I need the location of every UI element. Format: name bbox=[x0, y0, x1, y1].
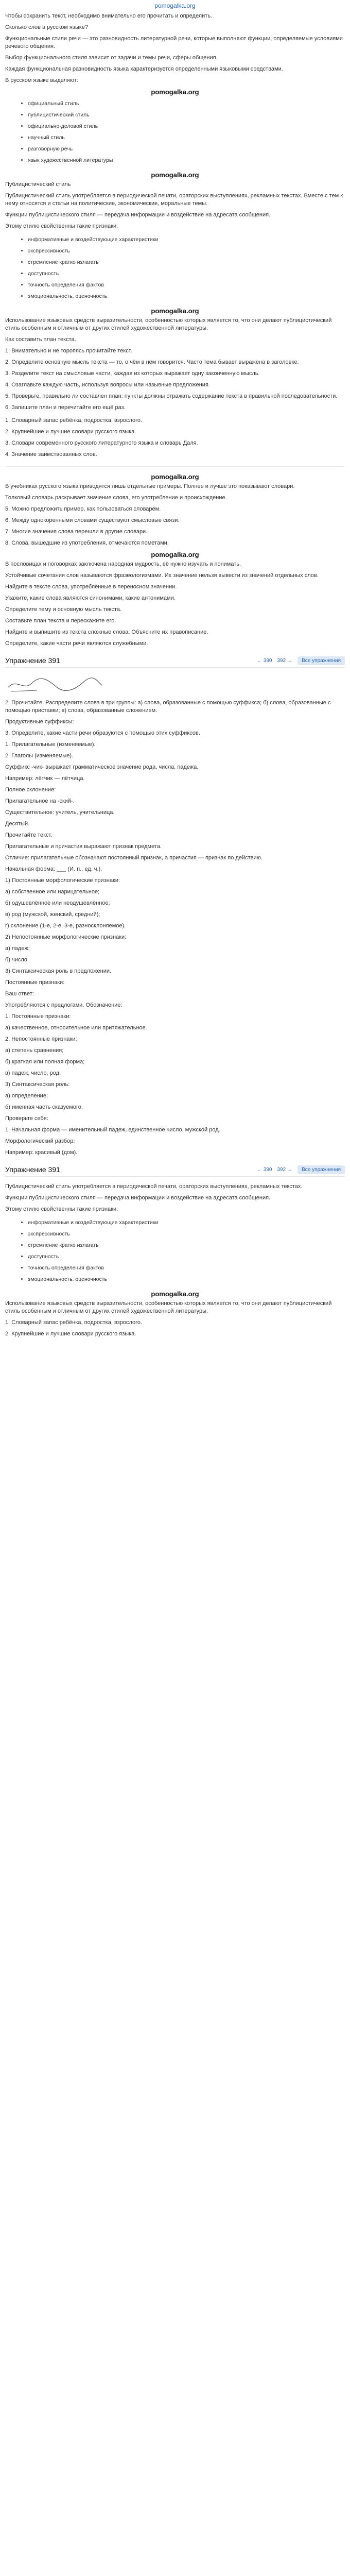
text-paragraph: 2. Глаголы (изменяемые). bbox=[5, 753, 74, 759]
all-exercises-button[interactable]: Все упражнения bbox=[297, 1165, 345, 1174]
list-item: • эмоциональность, оценочность bbox=[28, 291, 345, 302]
list-item: • публицистический стиль bbox=[28, 109, 345, 121]
handwritten-note-image bbox=[6, 676, 104, 693]
text-paragraph: 1. Словарный запас ребёнка, подростка, взрослого. bbox=[5, 1319, 143, 1326]
list-item: • экспрессивность bbox=[28, 245, 345, 257]
text-paragraph: б) именная часть сказуемого. bbox=[5, 1104, 83, 1110]
text-paragraph: Существительное: учитель, учительница. bbox=[5, 809, 115, 816]
intro-paragraph: В русском языке выделяют: bbox=[5, 77, 78, 83]
text-paragraph: Найдите и выпишите из текста сложные слова. Объясните их правописание. bbox=[5, 629, 208, 635]
exercise-bar-2 bbox=[5, 1163, 345, 1177]
plan-item: 1. Словарный запас ребёнка, подростка, взрослого. bbox=[5, 417, 143, 423]
text-paragraph: 2. Определите основную мысль текста — то, о чём в нём говорится. Часто тема бывает выражена в заголовке. bbox=[5, 359, 299, 365]
text-paragraph: 4. Озаглавьте каждую часть, используя вопросы или назывные предложения. bbox=[5, 382, 210, 388]
text-paragraph: 1. Внимательно и не торопясь прочитайте текст. bbox=[5, 348, 132, 354]
prev-exercise-label: 390 bbox=[263, 1166, 272, 1173]
list-item: • точность определения фактов bbox=[28, 1262, 345, 1274]
text-paragraph: Прилагательное на -ский-. bbox=[5, 798, 75, 804]
text-paragraph: 3. Определите, какие части речи образуются с помощью этих суффиксов. bbox=[5, 730, 200, 736]
text-paragraph: Суффикс -чик- выражает грамматическое значение рода, числа, падежа. bbox=[5, 764, 199, 770]
text-paragraph: 1. Начальная форма — именительный падеж, единственное число, мужской род. bbox=[5, 1127, 220, 1133]
text-paragraph: Найдите в тексте слова, употреблённые в переносном значении. bbox=[5, 584, 177, 590]
text-paragraph: б) краткая или полная форма; bbox=[5, 1059, 85, 1065]
text-paragraph: 2. Непостоянные признаки: bbox=[5, 1036, 77, 1042]
watermark: pomogalka.org bbox=[151, 551, 199, 558]
text-paragraph: Этому стилю свойственны такие признаки: bbox=[5, 223, 118, 229]
text-paragraph: 8. Слова, вышедшие из употребления, отмечаются пометами. bbox=[5, 540, 169, 546]
text-paragraph: 1) Постоянные морфологические признаки: bbox=[5, 877, 120, 884]
text-paragraph: 3) Синтаксическая роль: bbox=[5, 1081, 70, 1088]
list-item: • стремление кратко излагать bbox=[28, 257, 345, 268]
intro-paragraph: Каждая функциональная разновидность языка характеризуется определенными языковыми средствами. bbox=[5, 66, 283, 72]
list-item: • разговорную речь bbox=[28, 143, 345, 155]
site-header[interactable] bbox=[0, 0, 350, 11]
text-paragraph: Морфологический разбор: bbox=[5, 1138, 75, 1144]
site-name[interactable]: pomogalka.org bbox=[154, 2, 196, 9]
text-paragraph: В учебниках русского языка приводятся лишь отдельные примеры. Полнее и лучше это показывают словари. bbox=[5, 483, 295, 489]
text-paragraph: а) падеж; bbox=[5, 945, 30, 952]
next-exercise-button[interactable] bbox=[277, 658, 292, 664]
text-paragraph: 2. Крупнейшие и лучшие словари русского языка. bbox=[5, 1331, 136, 1337]
list-item: • информативные и воздействующие характеристики bbox=[28, 1217, 345, 1228]
list-item: • официальный стиль bbox=[28, 98, 345, 109]
plan-item: 3. Словари современного русского литературного языка и словарь Даля. bbox=[5, 440, 198, 446]
text-paragraph: 2) Непостоянные морфологические признаки: bbox=[5, 934, 127, 940]
text-paragraph: а) качественное, относительное или притяжательное. bbox=[5, 1025, 147, 1031]
text-paragraph: Этому стилю свойственны такие признаки: bbox=[5, 1206, 118, 1212]
list-item: • стремление кратко излагать bbox=[28, 1240, 345, 1251]
text-paragraph: Начальная форма: ___ (И. п., ед. ч.). bbox=[5, 866, 102, 872]
text-paragraph: 5. Можно предложить пример, как пользоваться словарём. bbox=[5, 506, 161, 512]
intro-section bbox=[5, 12, 345, 84]
text-paragraph: Продуктивные суффиксы: bbox=[5, 719, 74, 725]
arrow-right-icon: → bbox=[287, 657, 293, 664]
text-paragraph: г) склонение (1-е, 2-е, 3-е, разносклоняемое). bbox=[5, 923, 126, 929]
list-item: • доступность bbox=[28, 1251, 345, 1262]
block5-section bbox=[5, 699, 345, 1157]
all-exercises-button[interactable]: Все упражнения bbox=[297, 656, 345, 665]
block2-section bbox=[5, 317, 345, 412]
text-paragraph: Отличие: прилагательные обозначают постоянный признак, а причастия — признак по действию. bbox=[5, 855, 262, 861]
watermark: pomogalka.org bbox=[151, 88, 199, 96]
block6-section bbox=[5, 1183, 345, 1213]
text-paragraph: б) одушевлённое или неодушевлённое; bbox=[5, 900, 110, 906]
intro-paragraph: Чтобы сохранить текст, необходимо внимательно его прочитать и определить. bbox=[5, 13, 213, 19]
exercise-nav bbox=[257, 656, 345, 665]
watermark: pomogalka.org bbox=[151, 171, 199, 179]
text-paragraph: 2. Прочитайте. Распределите слова в три группы: а) слова, образованные с помощью суффикса; б) слова, образованные с помощью приставки; в) слова, образованные сложением. bbox=[5, 700, 331, 714]
block7-section bbox=[5, 1300, 345, 1338]
watermark: pomogalka.org bbox=[151, 1290, 199, 1298]
text-paragraph: Полное склонение: bbox=[5, 787, 56, 793]
text-paragraph: 5. Проверьте, правильно ли составлен план: пункты должны отражать содержание текста в правильной последовательности. bbox=[5, 393, 338, 399]
prev-exercise-button[interactable] bbox=[257, 1167, 272, 1173]
next-exercise-label: 392 bbox=[277, 657, 286, 664]
text-paragraph: б) число. bbox=[5, 957, 29, 963]
styles-list bbox=[5, 98, 345, 166]
text-paragraph: Употребляются с предлогами. Обозначение: bbox=[5, 1002, 122, 1008]
text-paragraph: Публицистический стиль употребляется в периодической печати, ораторских выступлениях, рекламных текстах. bbox=[5, 1183, 303, 1190]
text-paragraph: Прочитайте текст. bbox=[5, 832, 52, 838]
text-paragraph: Постоянные признаки: bbox=[5, 979, 65, 986]
text-paragraph: Определите тему и основную мысль текста. bbox=[5, 606, 122, 613]
list-item: • точность определения фактов bbox=[28, 279, 345, 291]
text-paragraph: 1. Прилагательные (изменяемые). bbox=[5, 741, 96, 748]
exercise-nav bbox=[257, 1165, 345, 1174]
text-paragraph: а) степень сравнения; bbox=[5, 1047, 64, 1054]
block3-section bbox=[5, 483, 345, 547]
prev-exercise-label: 390 bbox=[263, 657, 272, 664]
plan-item: 2. Крупнейшие и лучшие словари русского языка. bbox=[5, 429, 136, 435]
text-paragraph: в) род (мужской, женский, средний); bbox=[5, 911, 100, 918]
list-item: • научный стиль bbox=[28, 132, 345, 143]
list-item: • эмоциональность, оценочность bbox=[28, 1274, 345, 1285]
plan-item: 4. Значение заимствованных слов. bbox=[5, 451, 97, 457]
arrow-left-icon: ← bbox=[256, 657, 262, 664]
text-paragraph: 7. Многие значения слова перешли в другие словари. bbox=[5, 529, 148, 535]
text-paragraph: Составьте план текста и перескажите его. bbox=[5, 618, 116, 624]
intro-paragraph: Сколько слов в русском языке? bbox=[5, 24, 89, 30]
exercise-title: Упражнение 391 bbox=[5, 1165, 60, 1174]
text-paragraph: 6. Запишите план и перечитайте его ещё раз. bbox=[5, 404, 126, 411]
text-paragraph: в) падеж, число, род. bbox=[5, 1070, 61, 1076]
features-list-2 bbox=[5, 1217, 345, 1285]
text-paragraph: Прилагательные и причастия выражают признак предмета. bbox=[5, 843, 162, 850]
text-paragraph: 1. Постоянные признаки: bbox=[5, 1013, 71, 1020]
arrow-left-icon: ← bbox=[256, 1166, 262, 1173]
text-paragraph: 3. Разделите текст на смысловые части, каждая из которых выражает одну законченную мысль. bbox=[5, 370, 260, 377]
list-item: • информативные и воздействующие характеристики bbox=[28, 234, 345, 245]
text-paragraph: Как составить план текста. bbox=[5, 336, 76, 343]
watermark: pomogalka.org bbox=[151, 473, 199, 481]
text-paragraph: Публицистический стиль употребляется в периодической печати, ораторских выступлениях, рекламных текстах. Вместе с тем к нему относятся и статьи на политические, экономические, моральные темы. bbox=[5, 193, 343, 207]
text-paragraph: Определите, какие части речи являются служебными. bbox=[5, 640, 148, 647]
text-paragraph: В пословицах и поговорках заключена народная мудрость, её нужно изучать и понимать. bbox=[5, 561, 241, 567]
text-paragraph: а) определение; bbox=[5, 1093, 48, 1099]
exercise-bar-1 bbox=[5, 654, 345, 668]
arrow-right-icon: → bbox=[287, 1166, 293, 1173]
content bbox=[0, 12, 350, 1338]
next-exercise-button[interactable] bbox=[277, 1167, 292, 1173]
text-paragraph: Публицистический стиль bbox=[5, 181, 71, 188]
text-paragraph: Например: красивый (дом). bbox=[5, 1149, 78, 1156]
text-paragraph: Укажите, какие слова являются синонимами, какие антонимами. bbox=[5, 595, 176, 601]
list-item: • язык художественной литературы bbox=[28, 155, 345, 166]
block1-section bbox=[5, 181, 345, 230]
list-item: • экспрессивность bbox=[28, 1228, 345, 1240]
text-paragraph: Устойчивые сочетания слов называются фразеологизмами. Их значение нельзя вывести из значений отдельных слов. bbox=[5, 572, 319, 579]
text-paragraph: Использование языковых средств выразительности, особенностью которых является то, что они делают публицистический стиль особенным и отличным от других стилей художественной литературы. bbox=[5, 1300, 332, 1314]
text-paragraph: Функции публицистического стиля — передача информации и воздействие на адресата сообщения. bbox=[5, 212, 271, 218]
next-exercise-label: 392 bbox=[277, 1166, 286, 1173]
text-paragraph: Например: лётчик — лётчица. bbox=[5, 775, 85, 782]
exercise-title: Упражнение 391 bbox=[5, 656, 60, 665]
features-list bbox=[5, 234, 345, 302]
text-paragraph: Десятый. bbox=[5, 821, 30, 827]
intro-paragraph: Выбор функционального стиля зависит от задачи и темы речи, сферы общения. bbox=[5, 55, 218, 61]
prev-exercise-button[interactable] bbox=[257, 658, 272, 664]
text-paragraph: Использование языковых средств выразительности, особенностью которых является то, что они делают публицистический стиль особенным и отличным от других стилей художественной литературы. bbox=[5, 317, 332, 331]
text-paragraph: а) собственное или нарицательное; bbox=[5, 889, 100, 895]
text-paragraph: Функции публицистического стиля — передача информации и воздействие на адресата сообщения. bbox=[5, 1195, 271, 1201]
text-paragraph: 3) Синтаксическая роль в предложении. bbox=[5, 968, 112, 974]
text-paragraph: Проверьте себя: bbox=[5, 1115, 48, 1122]
text-paragraph: Ваш ответ: bbox=[5, 991, 34, 997]
text-paragraph: 6. Между однокоренными словами существуют смысловые связи. bbox=[5, 517, 180, 523]
list-item: • официально-деловой стиль bbox=[28, 121, 345, 132]
plan-section bbox=[5, 417, 345, 467]
watermark: pomogalka.org bbox=[151, 307, 199, 315]
list-item: • доступность bbox=[28, 268, 345, 279]
intro-paragraph: Функциональные стили речи — это разновидность литературной речи, которые выполняют функции, определяемые условиями речевого общения. bbox=[5, 36, 343, 49]
block4-section bbox=[5, 561, 345, 648]
text-paragraph: Толковый словарь раскрывает значение слова, его употребление и происхождение. bbox=[5, 495, 227, 501]
